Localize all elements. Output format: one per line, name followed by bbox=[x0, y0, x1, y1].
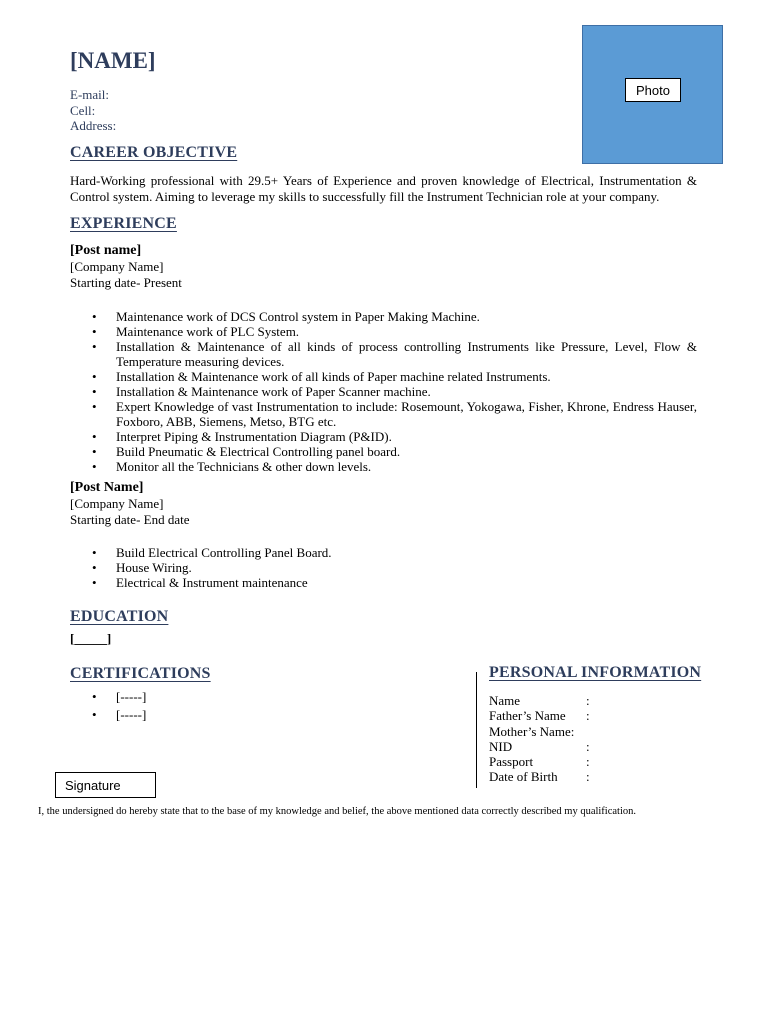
row-label: Passport bbox=[489, 754, 534, 770]
name-heading: [NAME] bbox=[70, 48, 156, 73]
signature-box: Signature bbox=[55, 772, 156, 798]
list-item: • Maintenance work of PLC System. bbox=[70, 324, 697, 339]
job-2-dates: Starting date- End date bbox=[70, 512, 190, 527]
list-item: • Installation & Maintenance work of all kinds of Paper machine related Instruments. bbox=[70, 369, 697, 384]
list-item: • Build Electrical Controlling Panel Board. bbox=[70, 545, 697, 560]
experience-heading: EXPERIENCE bbox=[70, 215, 177, 232]
list-item: • Expert Knowledge of vast Instrumentation to include: Rosemount, Yokogawa, Fisher, Khrone, Endress Hauser, Foxboro, ABB, Siemens, Metso, BTG etc. bbox=[70, 399, 697, 429]
personal-info-row bbox=[489, 769, 590, 784]
job-2 bbox=[70, 480, 697, 528]
row-label: NID bbox=[489, 738, 513, 754]
job-1 bbox=[70, 243, 697, 291]
job-1-post: [Post name] bbox=[70, 243, 142, 258]
education-placeholder: [_____] bbox=[70, 631, 112, 646]
row-separator: : bbox=[586, 754, 590, 770]
job-1-duties bbox=[70, 309, 697, 474]
list-item: • [-----] bbox=[70, 706, 370, 724]
list-item: • [-----] bbox=[70, 688, 370, 706]
row-label: Name bbox=[489, 693, 521, 708]
list-item: • Electrical & Instrument maintenance bbox=[70, 575, 697, 590]
education-heading: EDUCATION bbox=[70, 608, 169, 625]
row-separator: : bbox=[586, 708, 590, 724]
job-1-dates: Starting date- Present bbox=[70, 275, 182, 290]
vertical-divider bbox=[476, 672, 477, 788]
career-objective-text: Hard-Working professional with 29.5+ Years of Experience and proven knowledge of Electrical, Instrumentation & Control system. Aiming to leverage my skills to successfully fill the Instrument Technician role at your company. bbox=[70, 173, 697, 204]
row-label: Father’s Name bbox=[489, 708, 566, 724]
job-2-post: [Post Name] bbox=[70, 480, 144, 495]
list-item: • Installation & Maintenance work of Paper Scanner machine. bbox=[70, 384, 697, 399]
email-label: E-mail: bbox=[70, 87, 109, 102]
list-item: • Monitor all the Technicians & other down levels. bbox=[70, 459, 697, 474]
job-1-company: [Company Name] bbox=[70, 259, 164, 274]
row-separator: : bbox=[586, 693, 590, 708]
personal-info-table bbox=[489, 693, 590, 785]
row-separator: : bbox=[586, 738, 590, 754]
personal-info-row bbox=[489, 739, 590, 754]
personal-info-row bbox=[489, 724, 590, 739]
job-2-duties bbox=[70, 545, 697, 590]
personal-info-row bbox=[489, 693, 590, 708]
address-label: Address: bbox=[70, 118, 117, 133]
job-2-company: [Company Name] bbox=[70, 496, 164, 511]
contact-block bbox=[70, 87, 116, 134]
list-item: • Interpret Piping & Instrumentation Diagram (P&ID). bbox=[70, 429, 697, 444]
certifications-list bbox=[70, 688, 370, 724]
declaration-text: I, the undersigned do hereby state that to the base of my knowledge and belief, the above mentioned data correctly described my qualification. bbox=[38, 806, 637, 817]
list-item: • Build Pneumatic & Electrical Controlling panel board. bbox=[70, 444, 697, 459]
personal-info-row bbox=[489, 708, 590, 723]
list-item: • Maintenance work of DCS Control system in Paper Making Machine. bbox=[70, 309, 697, 324]
cell-label: Cell: bbox=[70, 102, 96, 118]
list-item: • House Wiring. bbox=[70, 560, 697, 575]
personal-info-row bbox=[489, 754, 590, 769]
personal-info-heading: PERSONAL INFORMATION bbox=[489, 664, 702, 681]
row-label: Mother’s Name: bbox=[489, 723, 575, 739]
row-separator: : bbox=[586, 769, 590, 785]
list-item: • Installation & Maintenance of all kinds of process controlling Instruments like Pressure, Level, Flow & Temperature measuring devices. bbox=[70, 339, 697, 369]
photo-label: Photo bbox=[625, 78, 681, 102]
row-label: Date of Birth bbox=[489, 769, 558, 785]
career-objective-heading: CAREER OBJECTIVE bbox=[70, 144, 238, 161]
certifications-heading: CERTIFICATIONS bbox=[70, 665, 211, 682]
